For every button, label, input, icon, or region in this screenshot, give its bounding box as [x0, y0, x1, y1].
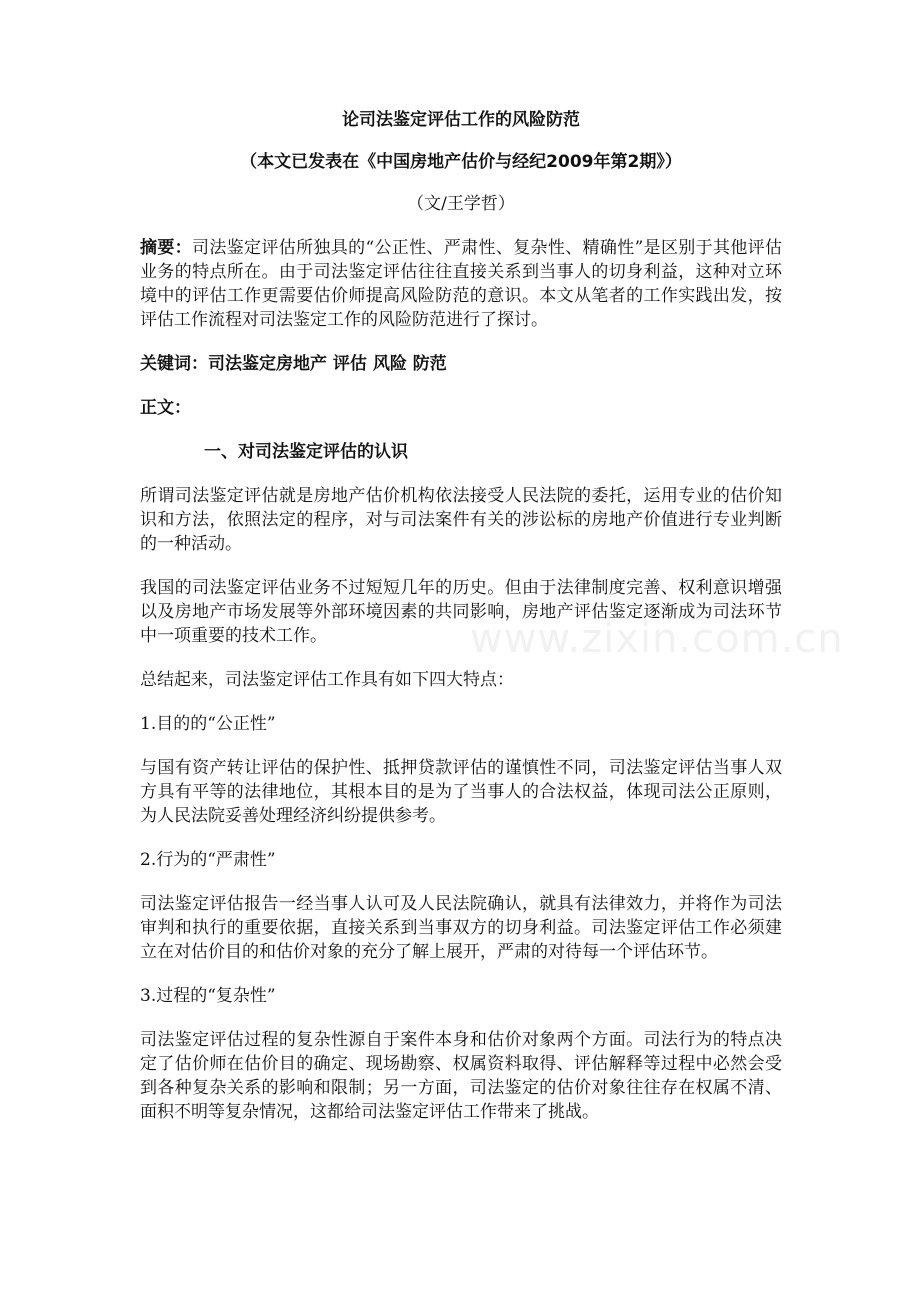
list-item-heading-2: 2.行为的“严肃性”: [140, 850, 276, 870]
document-title: 论司法鉴定评估工作的风险防范: [342, 110, 580, 130]
document-author: （文/王学哲）: [407, 194, 515, 214]
abstract-text: 司法鉴定评估所独具的“公正性、严肃性、复杂性、精确性”是区别于其他评估业务的特点所在。由于司法鉴定评估往往直接关系到当事人的切身利益，这种对立环境中的评估工作更需要估价师提高风险防范的意识。本文从笔者的工作实践出发，按评估工作流程对司法鉴定工作的风险防范进行了探讨。: [140, 238, 782, 330]
abstract: [140, 236, 782, 332]
watermark: www.zixin.com.cn: [470, 616, 844, 662]
abstract-label: 摘要：: [140, 238, 193, 258]
list-item-heading-1: 1.目的的“公正性”: [140, 714, 276, 734]
paragraph-seriousness: 司法鉴定评估报告一经当事人认可及人民法院确认，就具有法律效力，并将作为司法审判和执行的重要依据，直接关系到当事双方的切身利益。司法鉴定评估工作必须建立在对估价目的和估价对象的充分了解上展开，严肃的对待每一个评估环节。: [140, 894, 782, 962]
document-subtitle: （本文已发表在《中国房地产估价与经纪2009年第2期》）: [240, 152, 682, 172]
paragraph-definition: 所谓司法鉴定评估就是房地产估价机构依法接受人民法院的委托，运用专业的估价知识和方法，依照法定的程序，对与司法案件有关的涉讼标的房地产价值进行专业判断的一种活动。: [140, 486, 782, 554]
paragraph-summary: 总结起来，司法鉴定评估工作具有如下四大特点：: [140, 670, 514, 690]
paragraph-fairness: 与国有资产转让评估的保护性、抵押贷款评估的谨慎性不同，司法鉴定评估当事人双方具有平等的法律地位，其根本目的是为了当事人的合法权益，体现司法公正原则，为人民法院妥善处理经济纠纷提供参考。: [140, 758, 782, 826]
paragraph-complexity: 司法鉴定评估过程的复杂性源自于案件本身和估价对象两个方面。司法行为的特点决定了估价师在估价目的确定、现场勘察、权属资料取得、评估解释等过程中必然会受到各种复杂关系的影响和限制；另一方面，司法鉴定的估价对象往往存在权属不清、面积不明等复杂情况，这都给司法鉴定评估工作带来了挑战。: [140, 1030, 782, 1122]
list-item-heading-3: 3.过程的“复杂性”: [140, 986, 276, 1006]
document-content: [140, 108, 782, 1144]
body-label: 正文：: [140, 398, 191, 418]
keywords: 关键词：司法鉴定房地产 评估 风险 防范: [140, 354, 447, 374]
paragraph-history: 我国的司法鉴定评估业务不过短短几年的历史。但由于法律制度完善、权利意识增强以及房地产市场发展等外部环境因素的共同影响，房地产评估鉴定逐渐成为司法环节中一项重要的技术工作。: [140, 578, 782, 646]
section-heading-1: 一、对司法鉴定评估的认识: [204, 442, 408, 462]
